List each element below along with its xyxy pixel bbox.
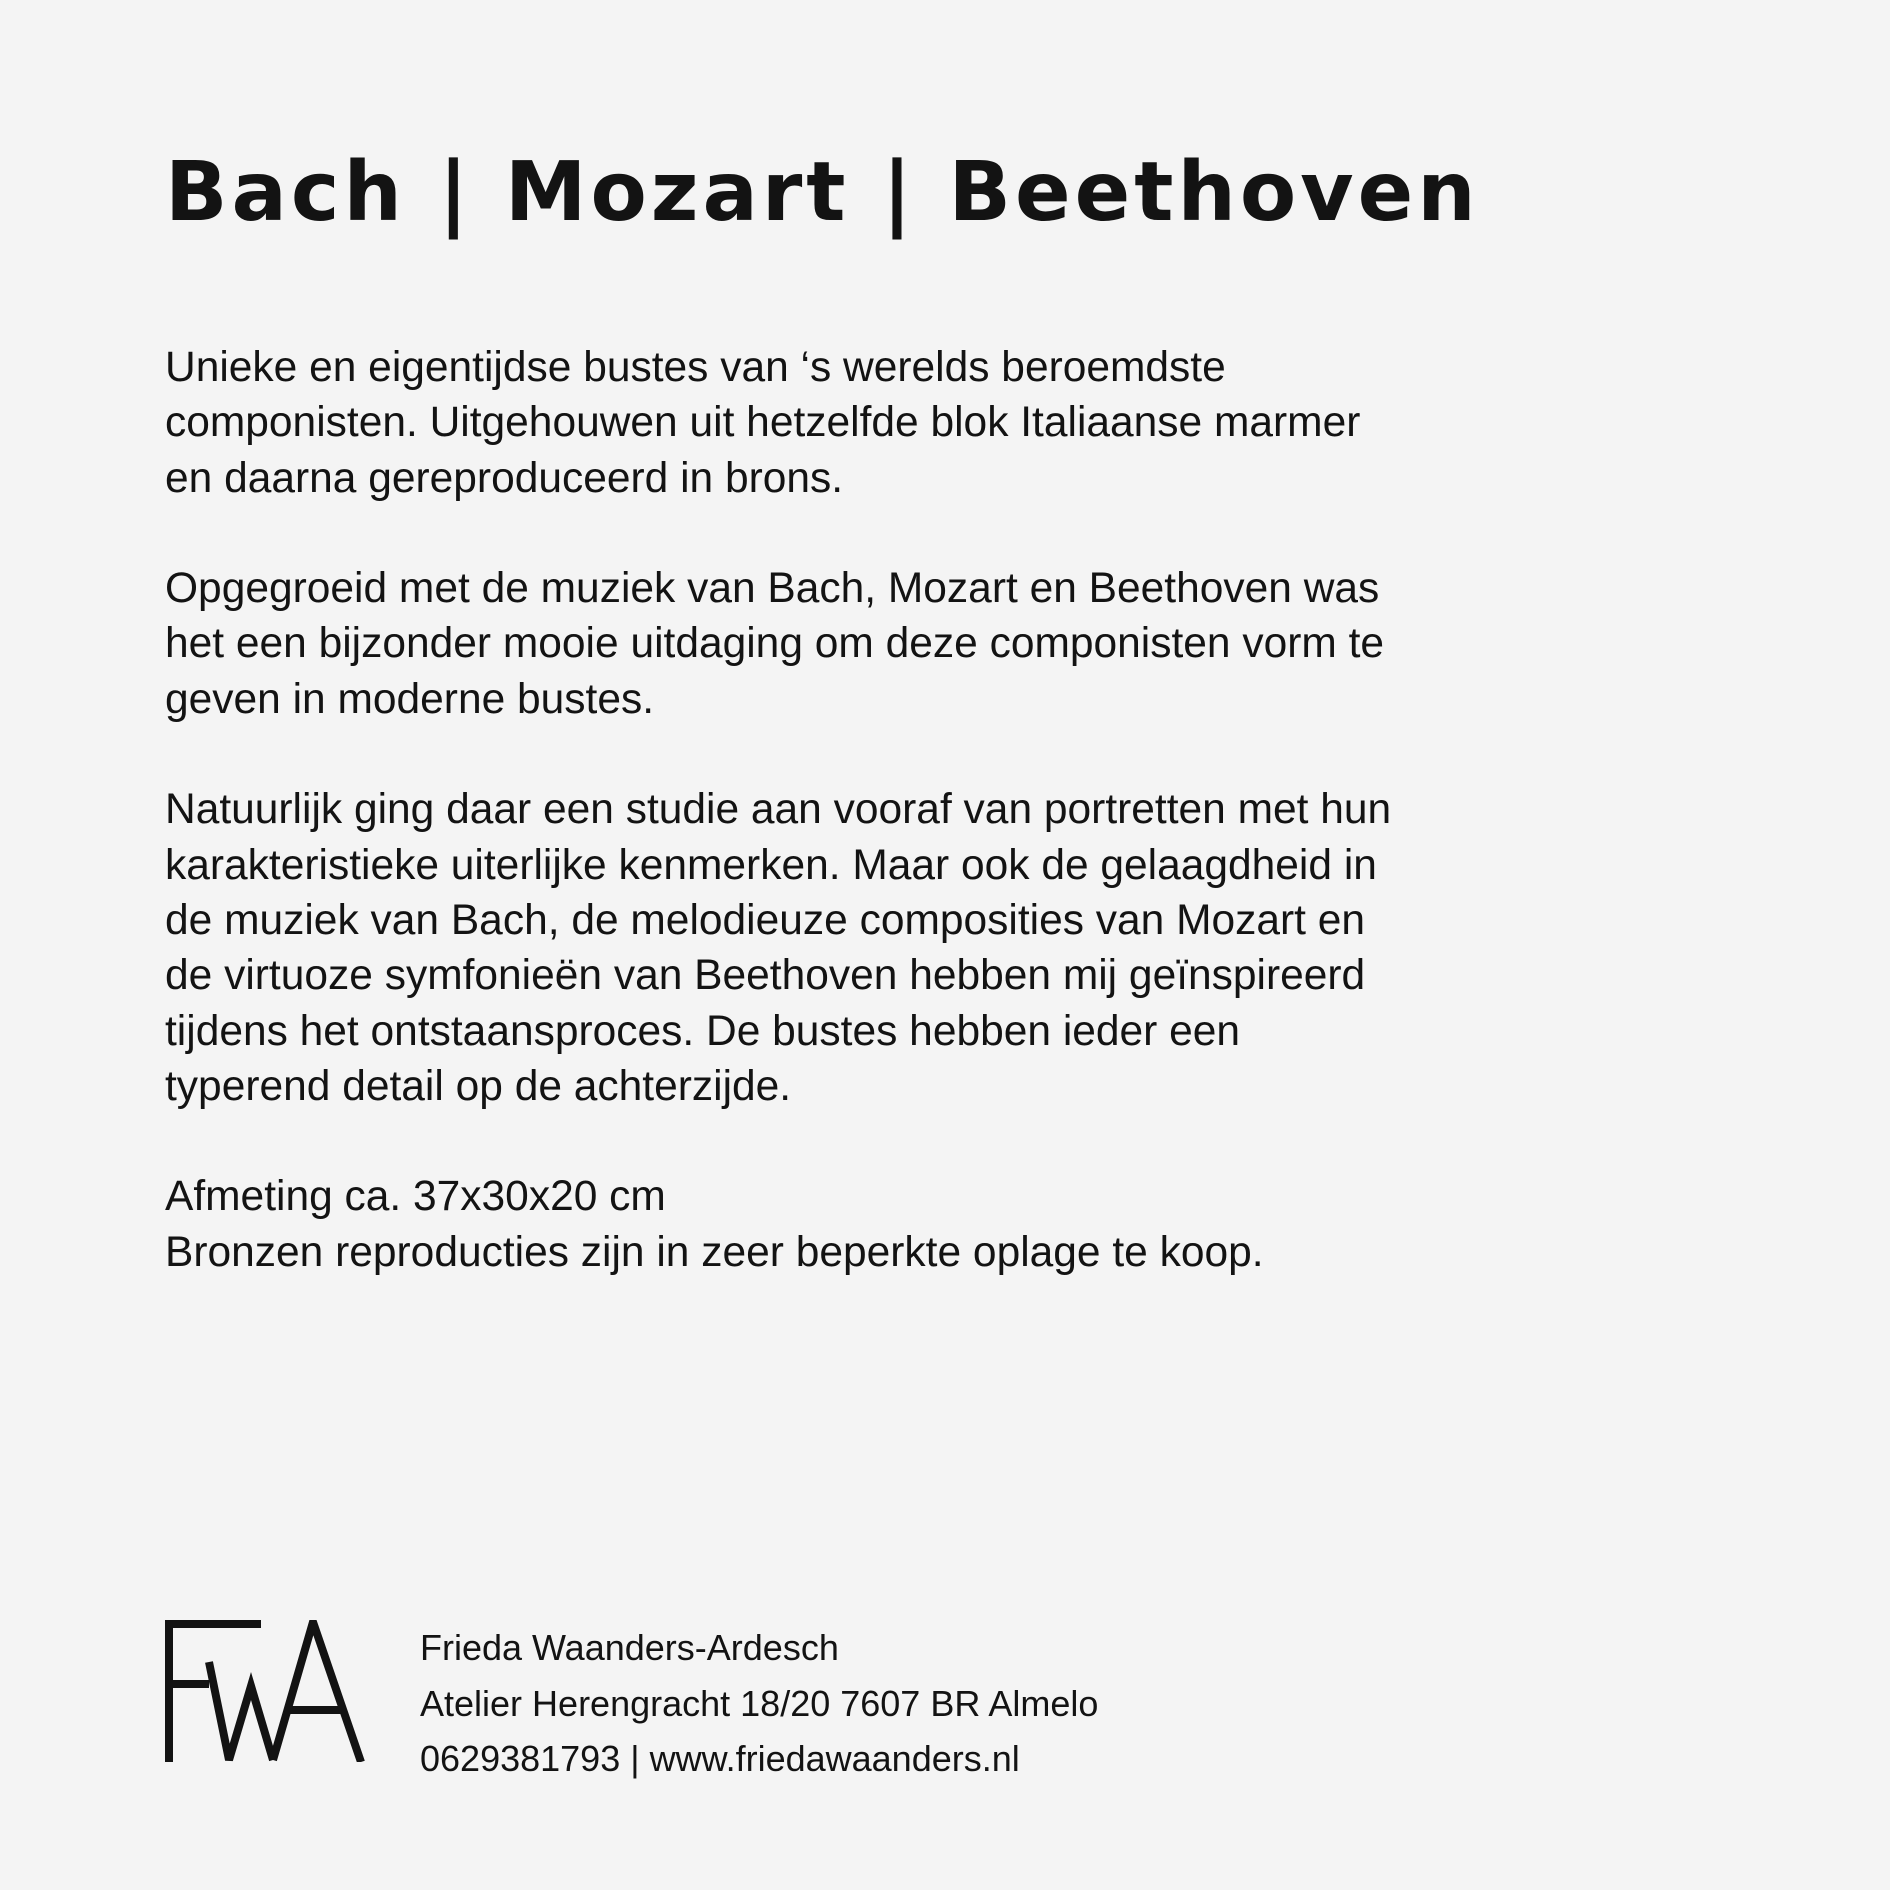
paragraph-background: Opgegroeid met de muziek van Bach, Mozart en Beethoven was het een bijzonder mooie uitdaging om deze componisten vorm te geven in moderne bustes. bbox=[165, 565, 1385, 723]
atelier-address: Atelier Herengracht 18/20 7607 BR Almelo bbox=[420, 1682, 1099, 1724]
paragraph-study: Natuurlijk ging daar een studie aan vooraf van portretten met hun karakteristieke uiterlijke kenmerken. Maar ook de gelaagdheid in de muziek van Bach, de melodieuze composities van Mozart en de virtuoze symfonieën van Beethoven hebben mij geïnspireerd tijdens het ontstaansproces. De bustes hebben ieder een typerend detail op de achterzijde. bbox=[165, 786, 1392, 1110]
phone-website: 0629381793 | www.friedawaanders.nl bbox=[420, 1738, 1020, 1779]
fwa-logo bbox=[165, 1620, 365, 1762]
page-title: Bach | Mozart | Beethoven bbox=[165, 145, 1480, 240]
footer bbox=[165, 1620, 1265, 1779]
paragraph-intro: Unieke en eigentijdse bustes van ‘s werelds beroemdste componisten. Uitgehouwen uit hetzelfde blok Italiaanse marmer en daarna gereproduceerd in brons. bbox=[165, 344, 1361, 502]
artist-name: Frieda Waanders-Ardesch bbox=[420, 1627, 839, 1668]
paragraph-dimensions: Afmeting ca. 37x30x20 cm Bronzen reproducties zijn in zeer beperkte oplage te koop. bbox=[165, 1173, 1264, 1276]
body-text bbox=[165, 340, 1605, 1280]
contact-block bbox=[420, 1620, 1098, 1787]
